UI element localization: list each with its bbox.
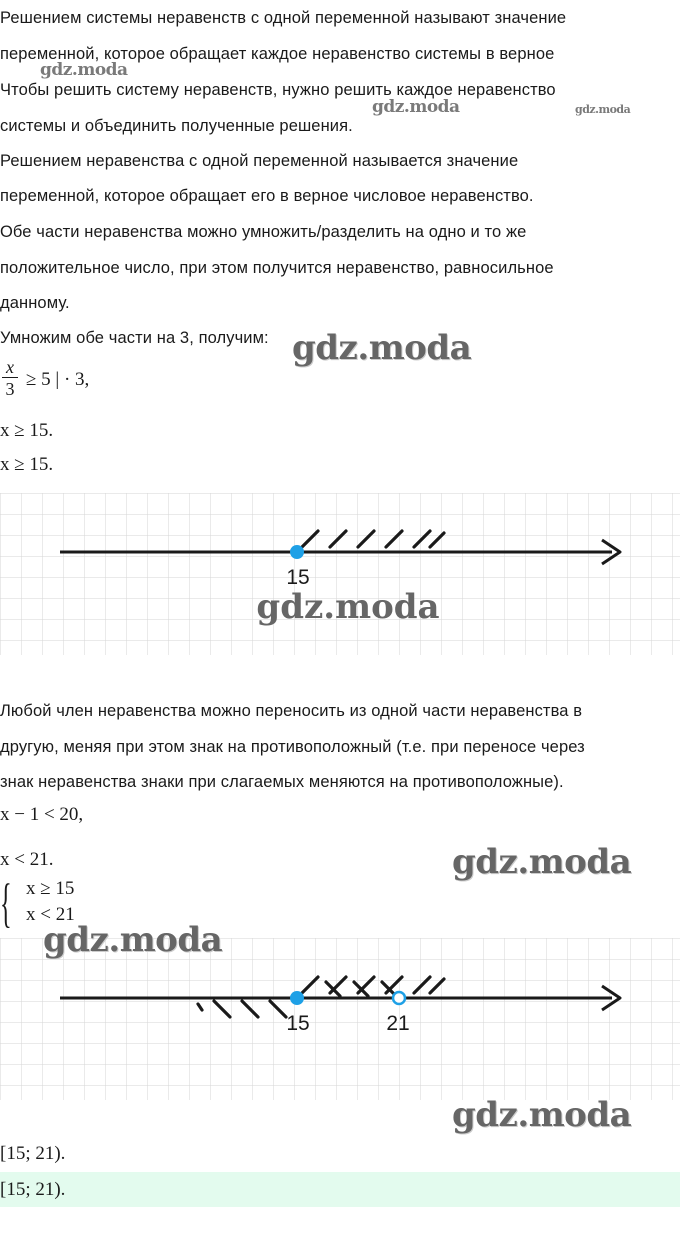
theory-line-6: переменной, которое обращает его в верное числовое неравенство. bbox=[0, 187, 534, 205]
answer-line: [15; 21). bbox=[0, 1143, 66, 1164]
theory-line-8: положительное число, при этом получится неравенство, равносильное bbox=[0, 259, 554, 277]
step1-inequality-rest: ≥ 5 | · 3, bbox=[26, 369, 90, 390]
theory-line-2: переменной, которое обращает каждое неравенство системы в верное bbox=[0, 45, 555, 63]
point-label-21: 21 bbox=[386, 1012, 410, 1035]
watermark: gdz.moda bbox=[372, 97, 460, 117]
theory-line-9: данному. bbox=[0, 294, 70, 312]
system-line-2: x < 21 bbox=[26, 904, 75, 925]
point-label-15: 15 bbox=[286, 1012, 310, 1035]
theory-line-3: Чтобы решить систему неравенств, нужно решить каждое неравенство bbox=[0, 81, 556, 99]
theory-line-1: Решением системы неравенств с одной переменной называют значение bbox=[0, 9, 567, 27]
point-open-21 bbox=[393, 992, 405, 1004]
rule2-line-2: другую, меняя при этом знак на противоположный (т.е. при переносе через bbox=[0, 738, 585, 756]
number-line-graph-2 bbox=[0, 938, 680, 1100]
step2-inequality: x − 1 < 20, bbox=[0, 804, 84, 825]
answer-box bbox=[0, 1172, 680, 1207]
watermark: gdz.moda bbox=[452, 842, 632, 882]
grid bbox=[0, 493, 680, 655]
watermark: gdz.moda bbox=[256, 587, 440, 627]
step1-result-b: x ≥ 15. bbox=[0, 454, 54, 475]
step2-result: x < 21. bbox=[0, 849, 54, 870]
theory-line-7: Обе части неравенства можно умножить/разделить на одно и то же bbox=[0, 223, 527, 241]
theory-line-5: Решением неравенства с одной переменной называется значение bbox=[0, 152, 519, 170]
rule2-line-3: знак неравенства знаки при слагаемых меняются на противоположные). bbox=[0, 773, 564, 791]
watermark: gdz.moda bbox=[575, 103, 631, 116]
grid bbox=[0, 938, 680, 1100]
point-filled-15 bbox=[290, 545, 304, 559]
rule2-line-1: Любой член неравенства можно переносить из одной части неравенства в bbox=[0, 702, 583, 720]
system-brace: { bbox=[0, 873, 12, 933]
watermark: gdz.moda bbox=[452, 1095, 632, 1135]
watermark: gdz.moda bbox=[292, 328, 472, 368]
fraction bbox=[0, 357, 20, 400]
point-filled-15 bbox=[290, 991, 304, 1005]
theory-line-4: системы и объединить полученные решения. bbox=[0, 117, 353, 135]
system-line-1: x ≥ 15 bbox=[26, 878, 75, 899]
step1-intro: Умножим обе части на 3, получим: bbox=[0, 329, 269, 347]
step1-result-a: x ≥ 15. bbox=[0, 420, 54, 441]
fraction-denominator: 3 bbox=[5, 379, 15, 400]
number-line-graph-1 bbox=[0, 493, 680, 655]
watermark: gdz.moda bbox=[40, 60, 128, 80]
answer-boxed: [15; 21). bbox=[0, 1179, 66, 1200]
fraction-numerator: x bbox=[6, 357, 14, 377]
watermark: gdz.moda bbox=[43, 920, 223, 960]
point-label-15: 15 bbox=[286, 566, 310, 589]
